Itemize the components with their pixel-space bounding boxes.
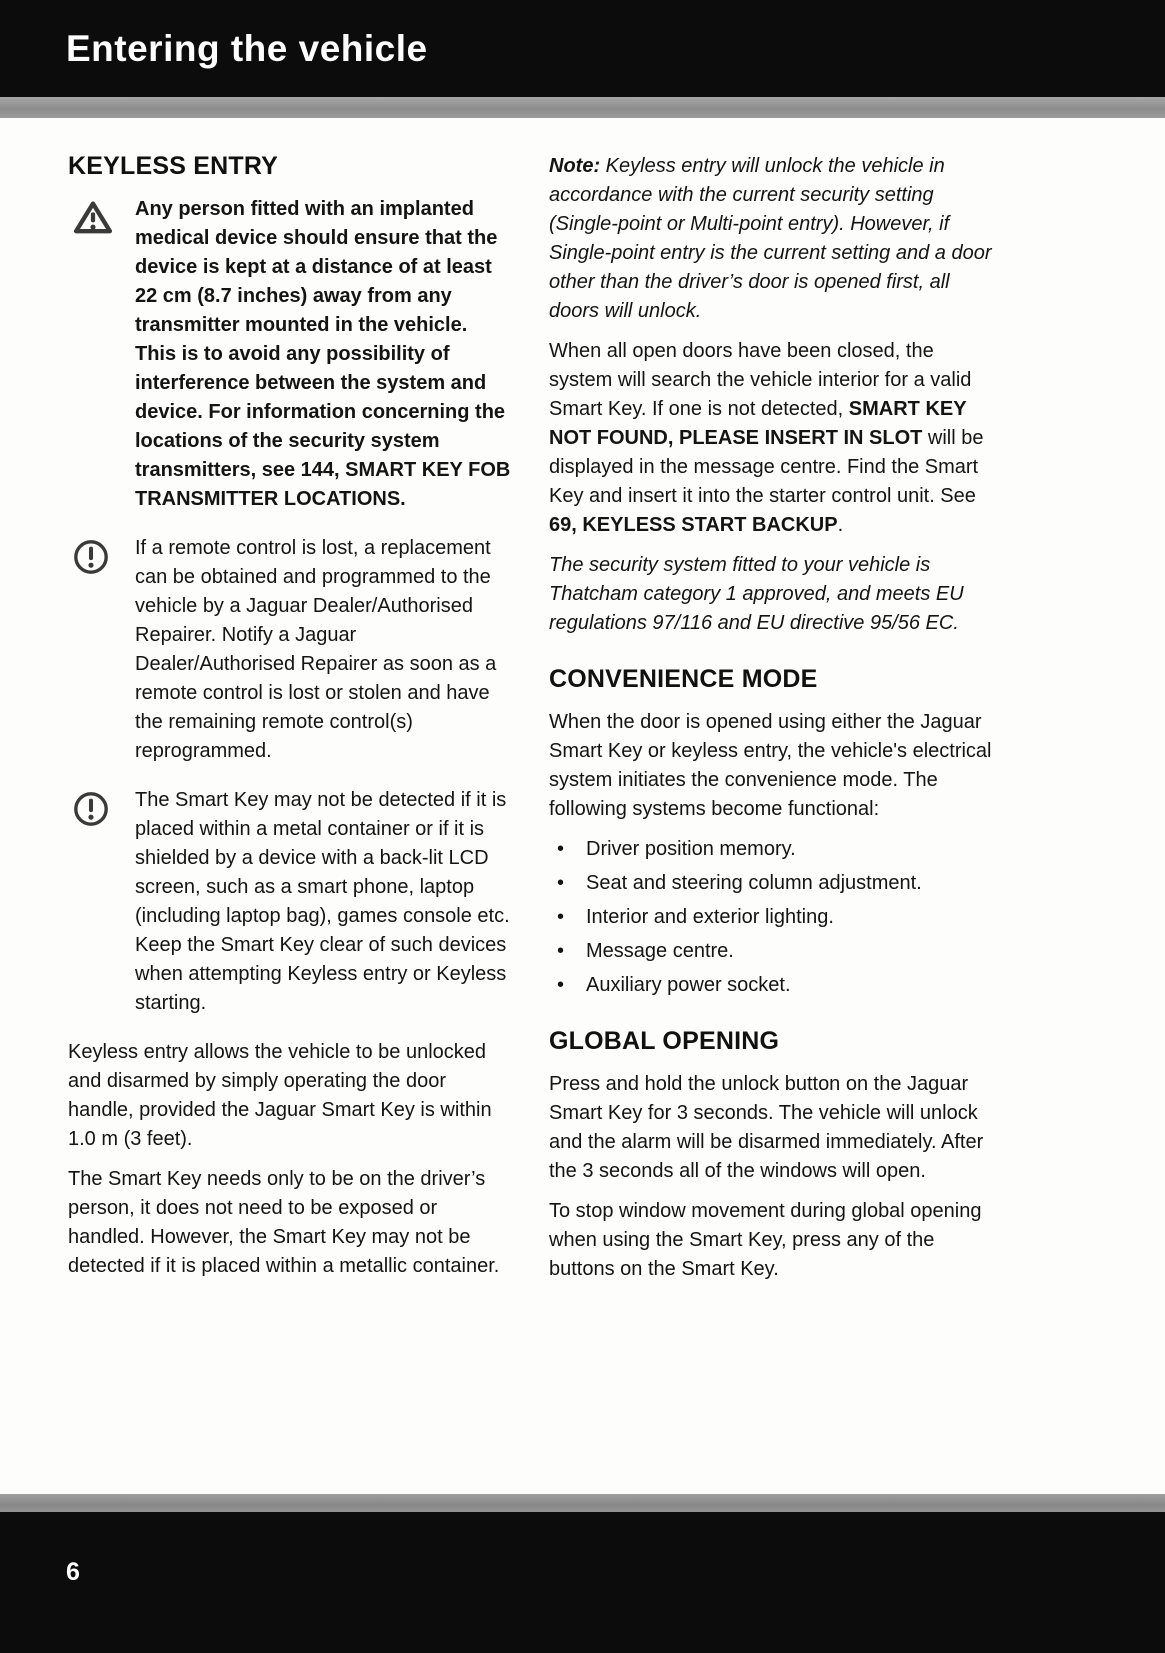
paragraph-segment: will be displayed in the message centre. Find the Smart Key and insert it into the starter control unit. See — [549, 427, 984, 507]
list-item: • Message centre. — [549, 937, 992, 966]
caution-circle-icon — [68, 534, 135, 777]
content-area — [68, 152, 993, 1295]
list-item: • Driver position memory. — [549, 835, 992, 864]
caution-block-smart-key — [68, 786, 511, 1029]
security-system-note: The security system fitted to your vehicle is Thatcham category 1 approved, and meets EU regulations 97/116 and EU directive 95/56 EC. — [549, 554, 964, 634]
body-paragraph-smart-key-person: The Smart Key needs only to be on the driver’s person, it does not need to be exposed or handled. However, the Smart Key may not be detected if it is placed within a metallic container. — [68, 1168, 500, 1277]
list-item: • Seat and steering column adjustment. — [549, 869, 992, 898]
global-opening-paragraph: To stop window movement during global opening when using the Smart Key, press any of the buttons on the Smart Key. — [549, 1200, 982, 1280]
warning-block — [68, 195, 511, 525]
convenience-list — [549, 835, 992, 1000]
footer-divider-strip — [0, 1494, 1165, 1512]
convenience-intro-paragraph: When the door is opened using either the Jaguar Smart Key or keyless entry, the vehicle's electrical system initiates the convenience mode. The following systems become functional: — [549, 711, 992, 820]
list-item: • Auxiliary power socket. — [549, 971, 992, 1000]
note-label: Note: — [549, 155, 601, 177]
page-number: 6 — [66, 1558, 80, 1586]
caution-text-smart-key: The Smart Key may not be detected if it is placed within a metal container or if it is shielded by a device with a back-lit LCD screen, such as a smart phone, laptop (including laptop bag), games console etc. Keep the Smart Key clear of such devices when attempting Keyless entry or Keyless starting. — [135, 789, 510, 1014]
caution-text-remote-control: If a remote control is lost, a replacement can be obtained and programmed to the vehicle by a Jaguar Dealer/Authorised Repairer. Notify a Jaguar Dealer/Authorised Repairer as soon as a remote control is lost or stolen and have the remaining remote control(s) reprogrammed. — [135, 537, 497, 762]
caution-circle-icon — [68, 786, 135, 1029]
warning-text: Any person fitted with an implanted medical device should ensure that the device is kept at a distance of at least 22 cm (8.7 inches) away from any transmitter mounted in the vehicle. This is to avoid any possibility of interference between the system and device. For information concerning the locations of the security system transmitters, see 144, SMART KEY FOB TRANSMITTER LOCATIONS. — [135, 198, 511, 510]
paragraph-bold-segment: 69, KEYLESS START BACKUP — [549, 514, 838, 536]
smart-key-not-found-paragraph — [549, 337, 992, 540]
paragraph-segment: . — [837, 514, 844, 536]
note-text: Keyless entry will unlock the vehicle in accordance with the current security setting (Single-point or Multi-point entry). However, if Single-point entry is the current setting and a door other than the driver’s door is opened first, all doors will unlock. — [549, 155, 992, 322]
page-header — [0, 0, 1165, 97]
section-heading-keyless-entry: KEYLESS ENTRY — [68, 152, 279, 180]
page-title: Entering the vehicle — [66, 27, 428, 69]
header-divider-strip — [0, 97, 1165, 118]
left-column — [68, 152, 511, 1295]
section-heading-global-opening: GLOBAL OPENING — [549, 1027, 780, 1055]
list-item: • Interior and exterior lighting. — [549, 903, 992, 932]
warning-triangle-icon — [68, 195, 135, 525]
paragraph-segment: When all open doors have been closed, the system will search the vehicle interior for a valid Smart Key. If one is not detected, — [549, 340, 972, 420]
section-heading-convenience-mode: CONVENIENCE MODE — [549, 665, 818, 693]
paragraph-bold-segment: SMART KEY NOT FOUND, PLEASE INSERT IN SLOT — [549, 398, 967, 449]
body-paragraph-keyless-entry: Keyless entry allows the vehicle to be unlocked and disarmed by simply operating the door handle, provided the Jaguar Smart Key is within 1.0 m (3 feet). — [68, 1041, 492, 1150]
global-opening-paragraph: Press and hold the unlock button on the Jaguar Smart Key for 3 seconds. The vehicle will unlock and the alarm will be disarmed immediately. After the 3 seconds all of the windows will open. — [549, 1073, 984, 1182]
right-column — [549, 152, 992, 1295]
note-paragraph — [549, 152, 992, 326]
page-footer — [0, 1512, 1165, 1653]
caution-block-remote-control — [68, 534, 511, 777]
